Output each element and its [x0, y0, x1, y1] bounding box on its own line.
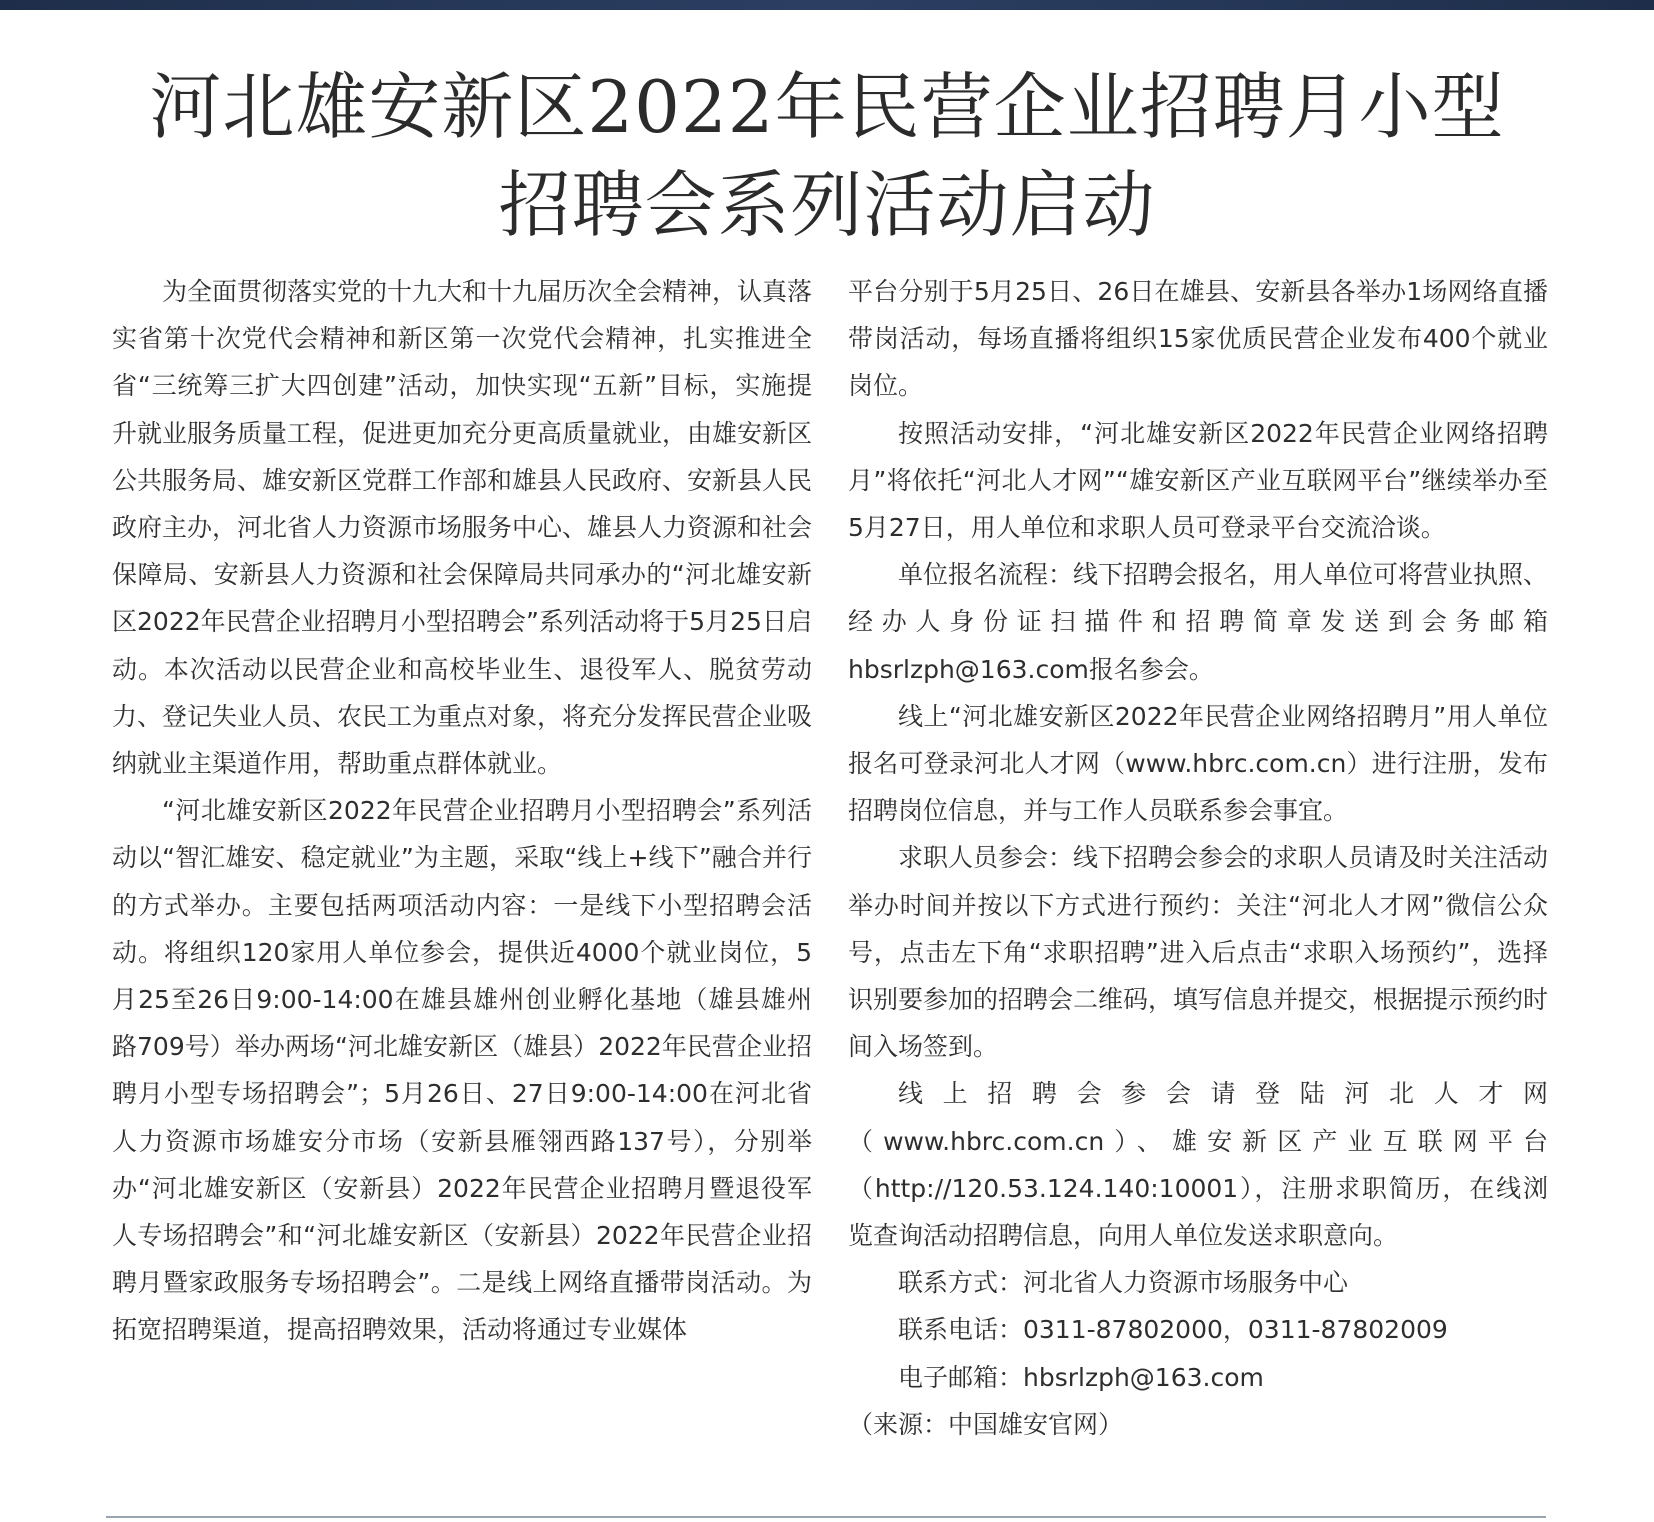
- paragraph-1: 为全面贯彻落实党的十九大和十九届历次全会精神，认真落实省第十次党代会精神和新区第一次党代会精神，扎实推进全省“三统筹三扩大四创建”活动，加快实现“五新”目标，实施提升就业服务质量工程，促进更加充分更高质量就业，由雄安新区公共服务局、雄安新区党群工作部和雄县人民政府、安新县人民政府主办，河北省人力资源市场服务中心、雄县人力资源和社会保障局、安新县人力资源和社会保障局共同承办的“河北雄安新区2022年民营企业招聘月小型招聘会”系列活动将于5月25日启动。本次活动以民营企业和高校毕业生、退役军人、脱贫劳动力、登记失业人员、农民工为重点对象，将充分发挥民营企业吸纳就业主渠道作用，帮助重点群体就业。: [112, 277, 813, 779]
- article-title-line-1: 河北雄安新区2022年民营企业招聘月小型: [149, 65, 1505, 149]
- paragraph-2: “河北雄安新区2022年民营企业招聘月小型招聘会”系列活动以“智汇雄安、稳定就业”为主题，采取“线上+线下”融合并行的方式举办。主要包括两项活动内容：一是线下小型招聘会活动。将组织120家用人单位参会，提供近4000个就业岗位，5月25至26日9:00-14:00在雄县雄州创业孵化基地（雄县雄州路709号）举办两场“河北雄安新区（雄县）2022年民营企业招聘月小型专场招聘会”；5月26日、27日9:00-14:00在河北省人力资源市场雄安分市场（安新县雁翎西路137号），分别举办“河北雄安新区（安新县）2022年民营企业招聘月暨退役军人专场招聘会”和“河北雄安新区（安新县）2022年民营企业招聘月暨家政服务专场招聘会”。二是线上网络直播带岗活动。为拓宽招聘渠道，提高招聘效果，活动将通过专业媒体: [112, 796, 812, 1345]
- contact-org: 联系方式：河北省人力资源市场服务中心: [898, 1268, 1349, 1298]
- article-title-line-2: 招聘会系列活动启动: [498, 163, 1156, 247]
- paragraph-5: 线上“河北雄安新区2022年民营企业网络招聘月”用人单位报名可登录河北人才网（www.hbrc.com.cn）进行注册，发布招聘岗位信息，并与工作人员联系参会事宜。: [848, 701, 1548, 826]
- paragraph-7: 线上招聘会参会请登陆河北人才网（www.hbrc.com.cn）、雄安新区产业互联网平台（http://120.53.124.140:10001），注册求职简历，在线浏览查询活动招聘信息，向用人单位发送求职意向。: [848, 1079, 1548, 1251]
- top-banner-bar: [0, 0, 1654, 10]
- article-title: [0, 58, 1654, 254]
- paragraph-4: 单位报名流程：线下招聘会报名，用人单位可将营业执照、经办人身份证扫描件和招聘简章发送到会务邮箱hbsrlzph@163.com报名参会。: [848, 560, 1549, 684]
- article-source: （来源：中国雄安官网）: [848, 1409, 1124, 1439]
- contact-phone: 联系电话：0311-87802000，0311-87802009: [898, 1315, 1448, 1345]
- right-column: [848, 268, 1548, 1448]
- bottom-divider: [106, 1516, 1546, 1518]
- left-column: [112, 268, 812, 1354]
- paragraph-6: 求职人员参会：线下招聘会参会的求职人员请及时关注活动举办时间并按以下方式进行预约：关注“河北人才网”微信公众号，点击左下角“求职招聘”进入后点击“求职入场预约”，选择识别要参加的招聘会二维码，填写信息并提交，根据提示预约时间入场签到。: [848, 843, 1549, 1062]
- paragraph-2-continued: 平台分别于5月25日、26日在雄县、安新县各举办1场网络直播带岗活动，每场直播将组织15家优质民营企业发布400个就业岗位。: [848, 277, 1548, 401]
- paragraph-3: 按照活动安排，“河北雄安新区2022年民营企业网络招聘月”将依托“河北人才网”“雄安新区产业互联网平台”继续举办至5月27日，用人单位和求职人员可登录平台交流洽谈。: [848, 418, 1548, 543]
- contact-email: 电子邮箱：hbsrlzph@163.com: [898, 1362, 1264, 1392]
